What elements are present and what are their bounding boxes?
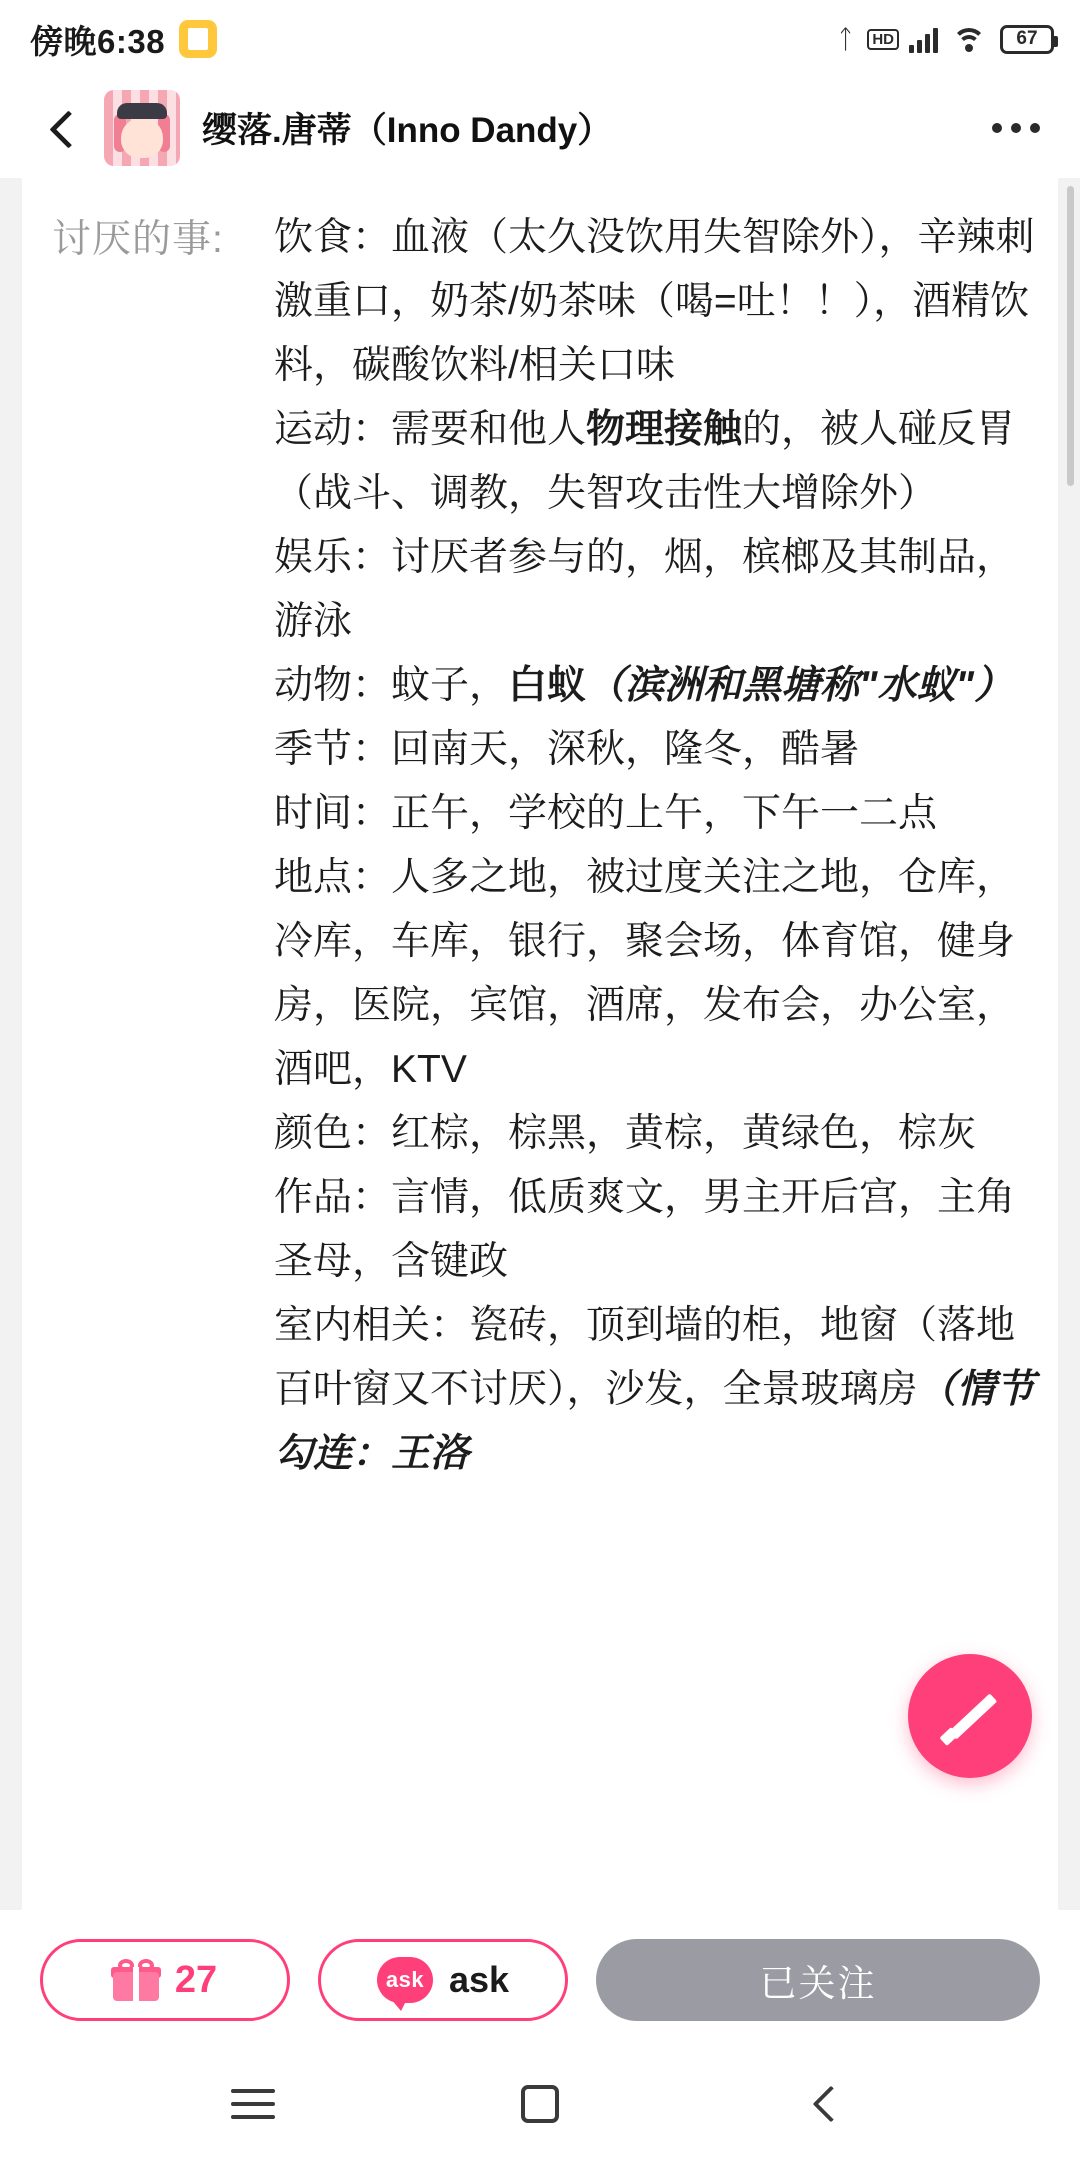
battery-icon <box>1000 25 1054 54</box>
profile-line-place: 地点：人多之地，被过度关注之地，仓库，冷库，车库，银行，聚会场，体育馆，健身房，医院，宾馆，酒席，发布会，办公室，酒吧，KTV <box>274 856 1016 1091</box>
follow-button[interactable] <box>596 1939 1040 2021</box>
gift-button[interactable] <box>40 1939 290 2021</box>
battery-level: 67 <box>1016 28 1038 49</box>
content-area[interactable] <box>0 178 1080 1910</box>
action-bar <box>0 1910 1080 2050</box>
compose-button[interactable] <box>908 1654 1032 1778</box>
gift-count: 27 <box>174 1958 218 2001</box>
avatar[interactable] <box>104 90 180 166</box>
back-chevron-icon[interactable] <box>42 108 82 148</box>
home-button[interactable] <box>495 2069 585 2139</box>
profile-line-animals: 动物：蚊子，白蚁（滨洲和黑塘称"水蚁"） <box>274 664 1014 707</box>
home-icon <box>521 2085 559 2123</box>
signal-icon <box>909 25 938 53</box>
back-button[interactable] <box>782 2069 872 2139</box>
profile-line-sport: 运动：需要和他人物理接触的，被人碰反胃（战斗、调教，失智攻击性大增除外） <box>274 408 1016 515</box>
status-bar-left <box>30 16 217 63</box>
follow-label: 已关注 <box>759 1963 877 2004</box>
status-bar-right <box>838 25 1054 54</box>
scrollbar[interactable] <box>1067 186 1074 486</box>
profile-line-season: 季节：回南天，深秋，隆冬，酷暑 <box>274 728 860 771</box>
profile-line-works: 作品：言情，低质爽文，男主开后宫，主角圣母，含键政 <box>274 1176 1016 1283</box>
profile-line-food: 饮食：血液（太久没饮用失智除外），辛辣刺激重口，奶茶/奶茶味（喝=吐！！），酒精饮料，碳酸饮料/相关口味 <box>274 216 1035 387</box>
wifi-icon <box>952 26 986 52</box>
profile-line-entertainment: 娱乐：讨厌者参与的，烟，槟榔及其制品，游泳 <box>274 536 1016 643</box>
status-time: 傍晚6:38 <box>30 22 166 60</box>
profile-field-label: 讨厌的事: <box>52 218 224 261</box>
profile-line-color: 颜色：红棕，棕黑，黄棕，黄绿色，棕灰 <box>274 1112 977 1155</box>
profile-field-value <box>274 206 1044 1486</box>
ask-label: ask <box>448 1959 510 2000</box>
more-options-icon[interactable] <box>976 123 1046 133</box>
pencil-edit-icon <box>939 1685 1001 1747</box>
status-bar <box>0 0 1080 78</box>
gift-icon <box>113 1959 159 2001</box>
system-nav-bar <box>0 2050 1080 2158</box>
page-title: 缨落.唐蒂（Inno Dandy） <box>202 111 613 150</box>
app-header <box>0 78 1080 178</box>
ask-button[interactable] <box>318 1939 568 2021</box>
profile-card <box>22 178 1058 1910</box>
profile-line-indoor: 室内相关：瓷砖，顶到墙的柜，地窗（落地百叶窗又不讨厌），沙发，全景玻璃房（情节勾连：王洛 <box>274 1304 1035 1475</box>
profile-field-dislikes <box>52 206 1044 1486</box>
menu-icon <box>231 2089 275 2119</box>
recents-button[interactable] <box>208 2069 298 2139</box>
back-icon <box>812 2086 849 2123</box>
ask-bubble-icon: ask <box>377 1957 433 2003</box>
hd-label: HD <box>867 29 899 50</box>
note-icon <box>179 20 217 58</box>
profile-line-time: 时间：正午，学校的上午，下午一二点 <box>274 792 938 835</box>
bluetooth-icon: ᛏ <box>837 24 854 54</box>
